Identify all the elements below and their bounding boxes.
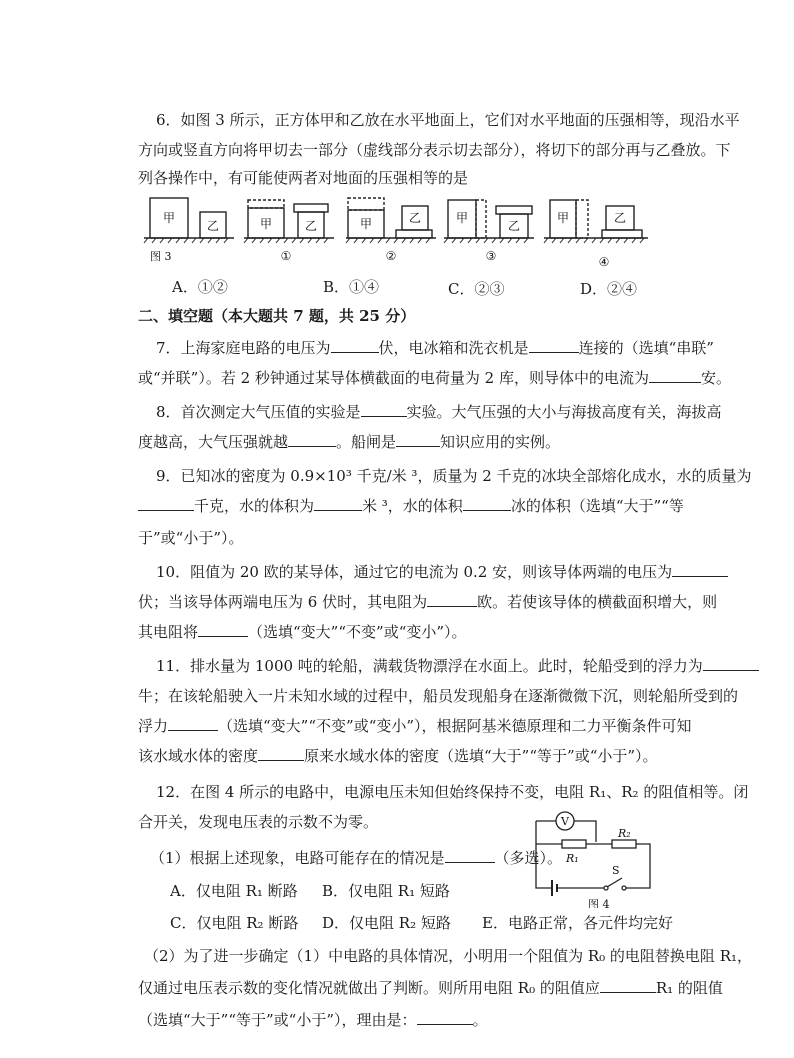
fig2-slab xyxy=(396,230,432,238)
fig4-slab xyxy=(602,230,642,238)
switch-label: S xyxy=(612,864,620,877)
q6-option-a: A．①② xyxy=(172,278,228,296)
fig3-slab xyxy=(496,206,532,214)
blank[interactable] xyxy=(649,368,701,383)
blank[interactable] xyxy=(198,622,248,637)
q9-line1: 9．已知冰的密度为 0.9×10³ 千克/米 ³，质量为 2 千克的冰块全部熔化成水，水的质量为 xyxy=(156,467,752,485)
blank[interactable] xyxy=(703,656,759,671)
q9-line2: 千克，水的体积为 米 ³，水的体积 冰的体积（选填“大于”“等 xyxy=(138,496,684,516)
label-yi-1: 乙 xyxy=(304,219,318,233)
q12-line2: 合开关，发现电压表的示数不为零。 xyxy=(138,813,379,831)
q12-option-c: C．仅电阻 R₂ 断路 xyxy=(170,914,299,932)
blank[interactable] xyxy=(168,716,218,731)
label-jia-1: 甲 xyxy=(259,217,273,231)
section-heading: 二、填空题（本大题共 7 题，共 25 分） xyxy=(138,307,416,325)
blank[interactable] xyxy=(361,402,407,417)
mark-4: ④ xyxy=(598,255,610,269)
q12-part2-line2: 仅通过电压表示数的变化情况就做出了判断。则所用电阻 R₀ 的阻值应 R₁ 的阻值 xyxy=(138,979,723,997)
blank[interactable] xyxy=(138,496,194,511)
fig4-label: 图 4 xyxy=(588,898,610,908)
q10-line2: 伏；当该导体两端电压为 6 伏时，其电阻为 欧。若使该导体的横截面积增大，则 xyxy=(138,593,718,611)
resistor-r2 xyxy=(612,840,636,848)
blank[interactable] xyxy=(417,1010,473,1025)
figure-3 xyxy=(136,192,656,272)
r2-label: R₂ xyxy=(618,827,631,840)
q10-line3: 其电阻将 （选填“变大”“不变”或“变小”）。 xyxy=(138,623,467,641)
mark-2: ② xyxy=(385,249,397,263)
label-jia-2: 甲 xyxy=(359,217,373,231)
q12-option-a: A．仅电阻 R₁ 断路 xyxy=(170,882,298,900)
blank[interactable] xyxy=(529,338,579,353)
label-yi-2: 乙 xyxy=(408,211,422,225)
q6-option-b: B．①④ xyxy=(323,278,380,296)
blank[interactable] xyxy=(463,496,511,511)
q6-line2: 方向或竖直方向将甲切去一部分（虚线部分表示切去部分），将切下的部分再与乙叠放。下 xyxy=(138,141,731,159)
blank[interactable] xyxy=(331,338,379,353)
q12-option-b: B．仅电阻 R₁ 短路 xyxy=(322,882,450,900)
q6-line3: 列各操作中，有可能使两者对地面的压强相等的是 xyxy=(138,169,469,187)
label-jia-4: 甲 xyxy=(556,211,570,225)
q12-part1: （1）根据上述现象，电路可能存在的情况是 （多选）。 xyxy=(150,849,563,867)
q11-line1: 11．排水量为 1000 吨的轮船，满载货物漂浮在水面上。此时，轮船受到的浮力为 xyxy=(156,656,759,676)
blank[interactable] xyxy=(288,432,336,447)
label-jia: 甲 xyxy=(162,211,176,225)
fig3-label: 图 3 xyxy=(150,250,172,263)
ground-original xyxy=(144,238,234,243)
q7-line1: 7．上海家庭电路的电压为 伏，电冰箱和洗衣机是 连接的（选填“串联” xyxy=(156,339,714,357)
blank[interactable] xyxy=(445,848,495,863)
q12-line1: 12．在图 4 所示的电路中，电源电压未知但始终保持不变，电阻 R₁、R₂ 的阻值相等。闭 xyxy=(156,783,749,801)
figure-4-circuit xyxy=(528,808,658,908)
q11-line3: 浮力 （选填“变大”“不变”或“变小”），根据阿基米德原理和二力平衡条件可知 xyxy=(138,717,692,735)
q9-line3: 于”或“小于”）。 xyxy=(138,529,244,547)
q12-part2-line1: （2）为了进一步确定（1）中电路的具体情况，小明用一个阻值为 R₀ 的电阻替换电阻 R₁， xyxy=(144,947,753,965)
resistor-r1 xyxy=(562,840,586,848)
q6-line1: 6．如图 3 所示，正方体甲和乙放在水平地面上，它们对水平地面的压强相等，现沿水平 xyxy=(156,111,740,129)
label-yi-3: 乙 xyxy=(507,219,521,233)
voltmeter-label: V xyxy=(561,815,569,828)
mark-3: ③ xyxy=(485,249,497,263)
label-yi: 乙 xyxy=(206,219,220,233)
q11-line2: 牛；在该轮船驶入一片未知水域的过程中，船员发现船身在逐渐微微下沉，则轮船所受到的 xyxy=(138,687,739,705)
q6-option-d: D．②④ xyxy=(580,280,638,298)
q6-option-c: C．②③ xyxy=(448,280,505,298)
fig1-slab xyxy=(294,204,328,212)
q8-line2: 度越高，大气压强就越 。船闸是 知识应用的实例。 xyxy=(138,433,561,451)
q12-option-e: E．电路正常，各元件均完好 xyxy=(482,914,673,932)
blank[interactable] xyxy=(314,496,362,511)
blank[interactable] xyxy=(600,978,656,993)
q12-option-d: D．仅电阻 R₂ 短路 xyxy=(322,914,451,932)
q11-line4: 该水域水体的密度 原来水域水体的密度（选填“大于”“等于”或“小于”）。 xyxy=(138,747,658,765)
blank[interactable] xyxy=(396,432,440,447)
q12-part2-line3: （选填“大于”“等于”或“小于”），理由是： 。 xyxy=(138,1011,488,1029)
blank[interactable] xyxy=(427,592,477,607)
label-yi-4: 乙 xyxy=(613,211,627,225)
blank[interactable] xyxy=(672,562,728,577)
blank[interactable] xyxy=(258,746,304,761)
q7-line2: 或“并联”）。若 2 秒钟通过某导体横截面的电荷量为 2 库，则导体中的电流为 安。 xyxy=(138,369,732,387)
mark-1: ① xyxy=(280,249,292,263)
q8-line1: 8．首次测定大气压值的实验是 实验。大气压强的大小与海拔高度有关，海拔高 xyxy=(156,403,722,421)
q10-line1: 10．阻值为 20 欧的某导体，通过它的电流为 0.2 安，则该导体两端的电压为 xyxy=(156,562,728,582)
r1-label: R₁ xyxy=(566,852,579,865)
label-jia-3: 甲 xyxy=(455,211,469,225)
